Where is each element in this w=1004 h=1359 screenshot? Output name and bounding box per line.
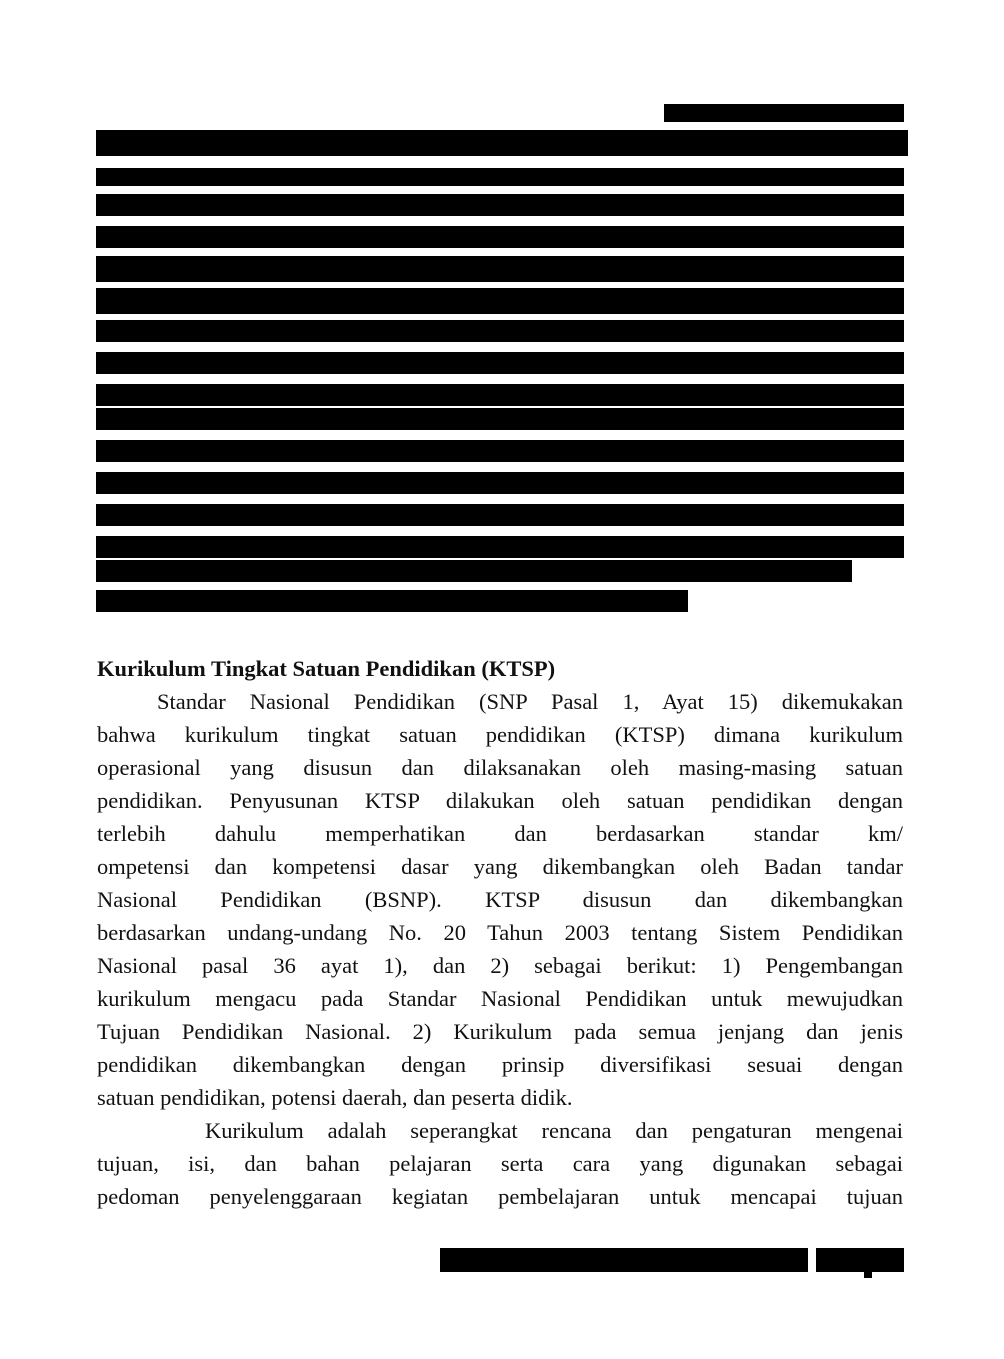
redaction-bar [664,104,904,122]
redaction-bar [96,472,904,494]
redaction-bar [96,440,904,462]
paragraph-line: Kurikulum adalah seperangkat rencana dan pengaturan mengenai [205,1118,903,1143]
paragraph-line: pedoman penyelenggaraan kegiatan pembelajaran untuk mencapai tujuan [97,1184,903,1209]
document-body [97,652,903,1213]
paragraph-line: Nasional Pendidikan (BSNP). KTSP disusun dan dikembangkan [97,887,903,912]
redaction-bar [96,226,904,248]
redaction-bar [96,384,904,406]
paragraph-line: pendidikan dikembangkan dengan prinsip diversifikasi sesuai dengan [97,1052,903,1077]
redaction-bar [96,256,904,282]
paragraph-line: satuan pendidikan, potensi daerah, dan peserta didik. [97,1085,573,1110]
paragraph-line: Standar Nasional Pendidikan (SNP Pasal 1, Ayat 15) dikemukakan [157,689,903,714]
redaction-bar [96,194,904,216]
paragraph-line: terlebih dahulu memperhatikan dan berdasarkan standar km/ [97,821,903,846]
redaction-bar [96,130,908,156]
redaction-bar [96,352,904,374]
section-heading: Kurikulum Tingkat Satuan Pendidikan (KTSP) [97,656,556,681]
paragraph-line: Nasional pasal 36 ayat 1), dan 2) sebagai berikut: 1) Pengembangan [97,953,903,978]
redaction-bar [96,168,904,186]
paragraph-line: bahwa kurikulum tingkat satuan pendidikan (KTSP) dimana kurikulum [97,722,903,747]
redacted-footer [440,1248,808,1272]
paragraph-line: tujuan, isi, dan bahan pelajaran serta cara yang digunakan sebagai [97,1151,903,1176]
paragraph-line: Tujuan Pendidikan Nasional. 2) Kurikulum pada semua jenjang dan jenis [97,1019,903,1044]
redaction-bar [96,504,904,526]
paragraph-line: berdasarkan undang-undang No. 20 Tahun 2003 tentang Sistem Pendidikan [97,920,903,945]
paragraph-line: ompetensi dan kompetensi dasar yang dikembangkan oleh Badan tandar [97,854,903,879]
redaction-bar [96,536,904,558]
redaction-bar [96,288,904,314]
redaction-bar [96,320,904,342]
paragraph-line: operasional yang disusun dan dilaksanakan oleh masing-masing satuan [97,755,903,780]
paragraph-line: pendidikan. Penyusunan KTSP dilakukan oleh satuan pendidikan dengan [97,788,903,813]
redaction-bar [96,408,904,430]
redaction-bar [96,560,852,582]
redacted-footer-tail [864,1272,872,1278]
redaction-bar [96,590,688,612]
redacted-footer-part [816,1248,904,1272]
paragraph-line: kurikulum mengacu pada Standar Nasional Pendidikan untuk mewujudkan [97,986,903,1011]
